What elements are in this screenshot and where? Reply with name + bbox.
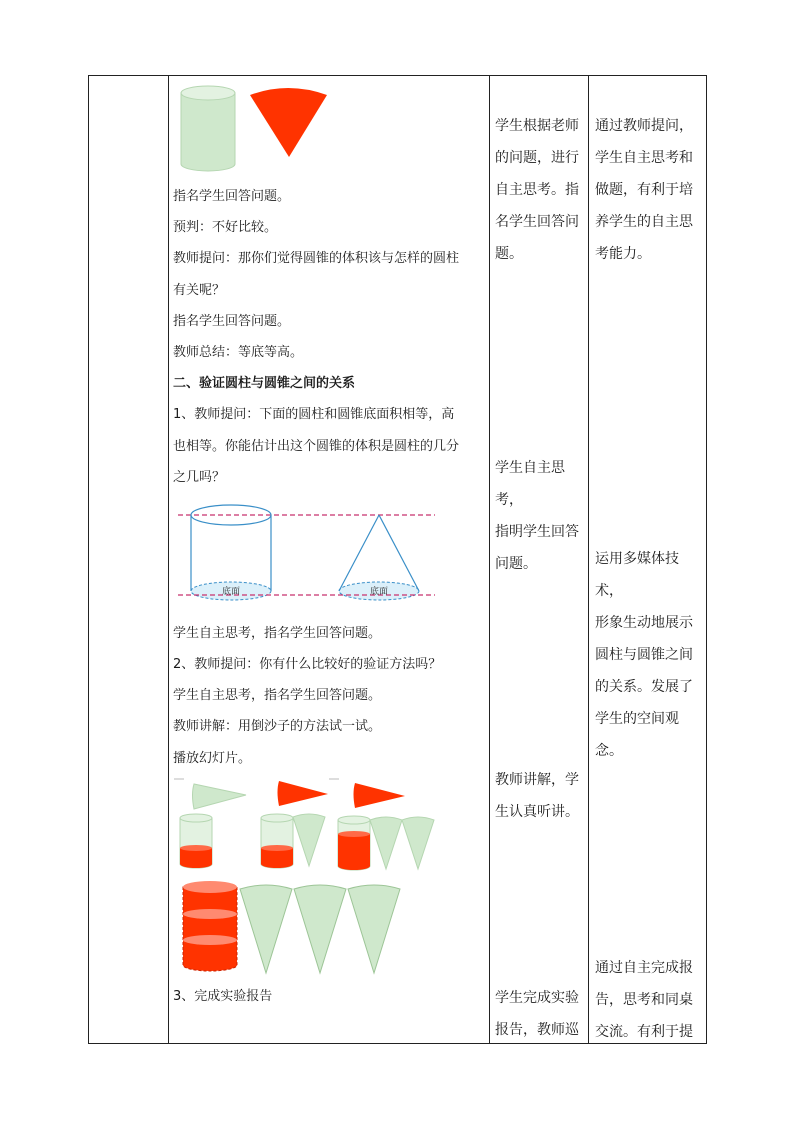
text-line: 3、完成实验报告 xyxy=(173,989,273,1004)
empty-cone xyxy=(240,885,292,973)
cone-side xyxy=(379,515,419,591)
empty-cone xyxy=(294,885,346,973)
section-heading: 二、验证圆柱与圆锥之间的关系 xyxy=(173,376,356,391)
full-sand-cylinder xyxy=(183,887,237,971)
red-cone-pouring xyxy=(278,781,329,806)
empty-cone xyxy=(370,817,402,869)
text-line: 之几吗？ xyxy=(173,470,226,485)
text-line: 指名学生回答问题。 xyxy=(173,314,291,329)
cylinder-top-sand xyxy=(183,881,237,893)
text-line: 2、教师提问：你有什么比较好的验证方法吗？ xyxy=(173,657,442,672)
column-divider xyxy=(489,76,490,1043)
cylinder-cone-figure xyxy=(178,84,333,176)
glass-cylinder-top xyxy=(338,816,370,824)
slide-frame-3 xyxy=(338,783,434,870)
column-divider xyxy=(588,76,589,1043)
text-line: 有关呢？ xyxy=(173,283,226,298)
text-line: 教师总结：等底等高。 xyxy=(173,345,304,360)
design-intent-2: 运用多媒体技术， 形象生动地展示 圆柱与圆锥之间 的关系。发展了 学生的空间观念。 xyxy=(595,551,693,759)
text-line: 教师提问：那你们觉得圆锥的体积该与怎样的圆柱 xyxy=(173,251,460,266)
red-cone xyxy=(250,88,327,157)
sand-top xyxy=(338,831,370,837)
student-activity-4: 学生完成实验 报告，教师巡 xyxy=(495,990,579,1038)
student-activity-1: 学生根据老师 的问题，进行 自主思考。指 名学生回答问 题。 xyxy=(495,118,579,262)
slide-frame-1 xyxy=(180,784,246,868)
student-activity-2: 学生自主思考， 指明学生回答 问题。 xyxy=(495,460,579,572)
sand-top xyxy=(180,845,212,851)
empty-cone xyxy=(402,817,434,869)
text-line: 也相等。你能估计出这个圆锥的体积是圆柱的几分 xyxy=(173,439,460,454)
layer-mark xyxy=(183,935,237,945)
green-cylinder-body xyxy=(181,93,235,171)
design-intent-1: 通过教师提问， 学生自主思考和 做题，有利于培 养学生的自主思 考能力。 xyxy=(595,118,693,262)
column-divider xyxy=(168,76,169,1043)
sand-pouring-slides xyxy=(172,776,442,976)
text-line: 教师讲解：用倒沙子的方法试一试。 xyxy=(173,719,382,734)
design-intent-3: 通过自主完成报 告，思考和同桌 交流。有利于提 xyxy=(595,960,693,1040)
student-activity-3: 教师讲解，学 生认真听讲。 xyxy=(495,772,579,820)
layer-mark xyxy=(183,909,237,919)
equal-base-height-diagram xyxy=(176,500,438,612)
empty-cone xyxy=(293,814,325,866)
sand-fill xyxy=(338,834,370,870)
glass-cylinder-top xyxy=(261,814,293,822)
text-line: 1、教师提问：下面的圆柱和圆锥底面积相等，高 xyxy=(173,407,455,422)
cone-side xyxy=(339,515,379,591)
base-label: 底面 xyxy=(369,587,389,597)
slide-frame-2 xyxy=(261,781,328,868)
green-cone-pouring xyxy=(193,784,247,809)
text-line: 学生自主思考，指名学生回答问题。 xyxy=(173,626,382,641)
text-line: 播放幻灯片。 xyxy=(173,751,252,766)
result-row xyxy=(183,881,400,973)
empty-cone xyxy=(348,885,400,973)
glass-cylinder-top xyxy=(180,814,212,822)
text-line: 预判：不好比较。 xyxy=(173,220,278,235)
green-cylinder-top xyxy=(181,86,235,100)
text-line: 指名学生回答问题。 xyxy=(173,189,291,204)
sand-top xyxy=(261,845,293,851)
base-label: 底面 xyxy=(221,587,241,597)
red-cone-pouring xyxy=(354,783,406,808)
text-line: 学生自主思考，指名学生回答问题。 xyxy=(173,688,382,703)
